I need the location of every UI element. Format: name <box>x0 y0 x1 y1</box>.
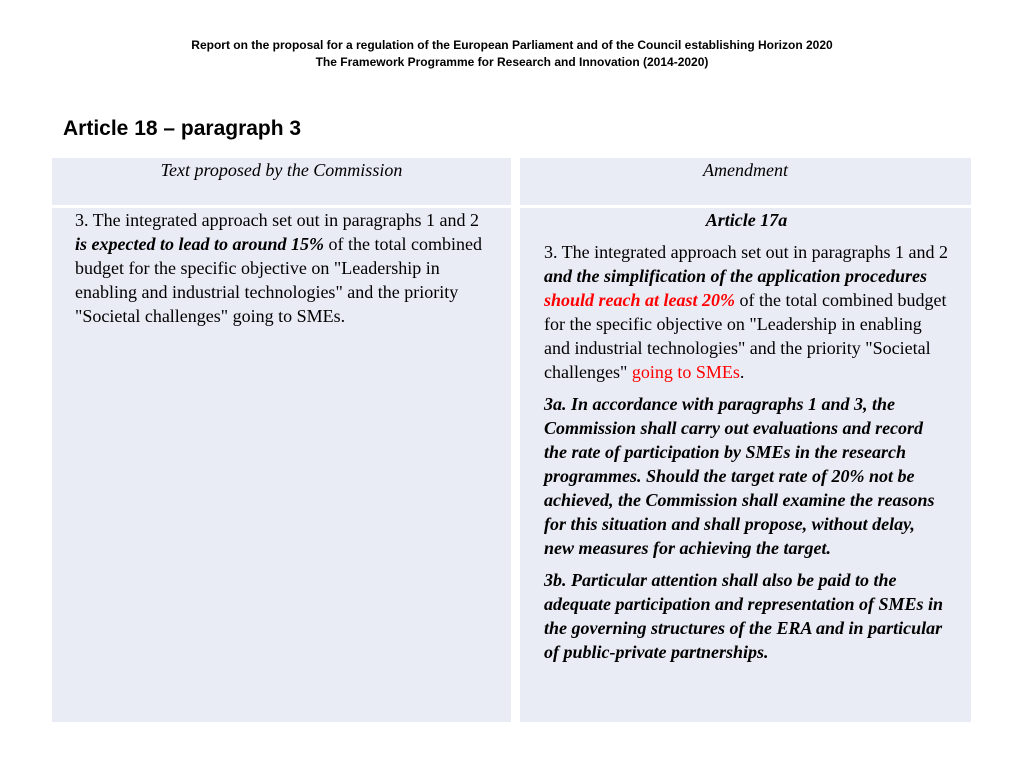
amendment-text-cell <box>520 208 971 722</box>
right-column-heading: Amendment <box>703 160 788 180</box>
left-column-heading: Text proposed by the Commission <box>160 160 403 180</box>
article-title: Article 18 – paragraph 3 <box>63 117 302 140</box>
amendment-text-span-2: of the total combined budget for the specific objective on "Leadership in enabling and industrial technologies" and the priority "Societal challenges" <box>544 290 947 382</box>
amendment-article-heading: Article 17a <box>705 210 788 230</box>
left-column-header <box>52 158 511 205</box>
commission-text <box>52 208 511 328</box>
commission-text-span-end: of the total combined budget for the specific objective on "Leadership in enabling and industrial technologies" and the priority "Societal challenges" going to SMEs. <box>75 234 482 326</box>
amendment-red-span: going to SMEs <box>631 362 740 382</box>
commission-text-cell <box>52 208 511 722</box>
amendment-text-span: 3. The integrated approach set out in paragraphs 1 and 2 <box>544 242 949 262</box>
commission-paragraph-3 <box>75 208 493 328</box>
amendment-paragraph-3 <box>544 240 949 384</box>
amendment-text <box>520 208 971 664</box>
commission-emphasis-span: is expected to lead to around 15% <box>75 234 324 254</box>
commission-text-span: 3. The integrated approach set out in paragraphs 1 and 2 <box>75 210 480 230</box>
right-column-header <box>520 158 971 205</box>
report-header-line-2: The Framework Programme for Research and Innovation (2014-2020) <box>315 55 709 69</box>
amendment-paragraph-3a: 3a. In accordance with paragraphs 1 and 3, the Commission shall carry out evaluations and record the rate of participation by SMEs in the research programmes. Should the target rate of 20% not be achieved, the Commission shall examine the reasons for this situation and shall propose, without delay, new measures for achieving the target. <box>544 394 935 558</box>
amendment-paragraph-3b: 3b. Particular attention shall also be paid to the adequate participation and representation of SMEs in the governing structures of the ERA and in particular of public-private partnerships. <box>544 570 944 662</box>
amendment-period-span: . <box>739 362 745 382</box>
report-header <box>0 37 1024 71</box>
amendment-emphasis-span: and the simplification of the application procedures <box>544 266 928 286</box>
amendment-red-emphasis-span: should reach at least 20% <box>544 290 736 310</box>
report-header-line-1: Report on the proposal for a regulation of the European Parliament and of the Council establishing Horizon 2020 <box>191 38 833 52</box>
